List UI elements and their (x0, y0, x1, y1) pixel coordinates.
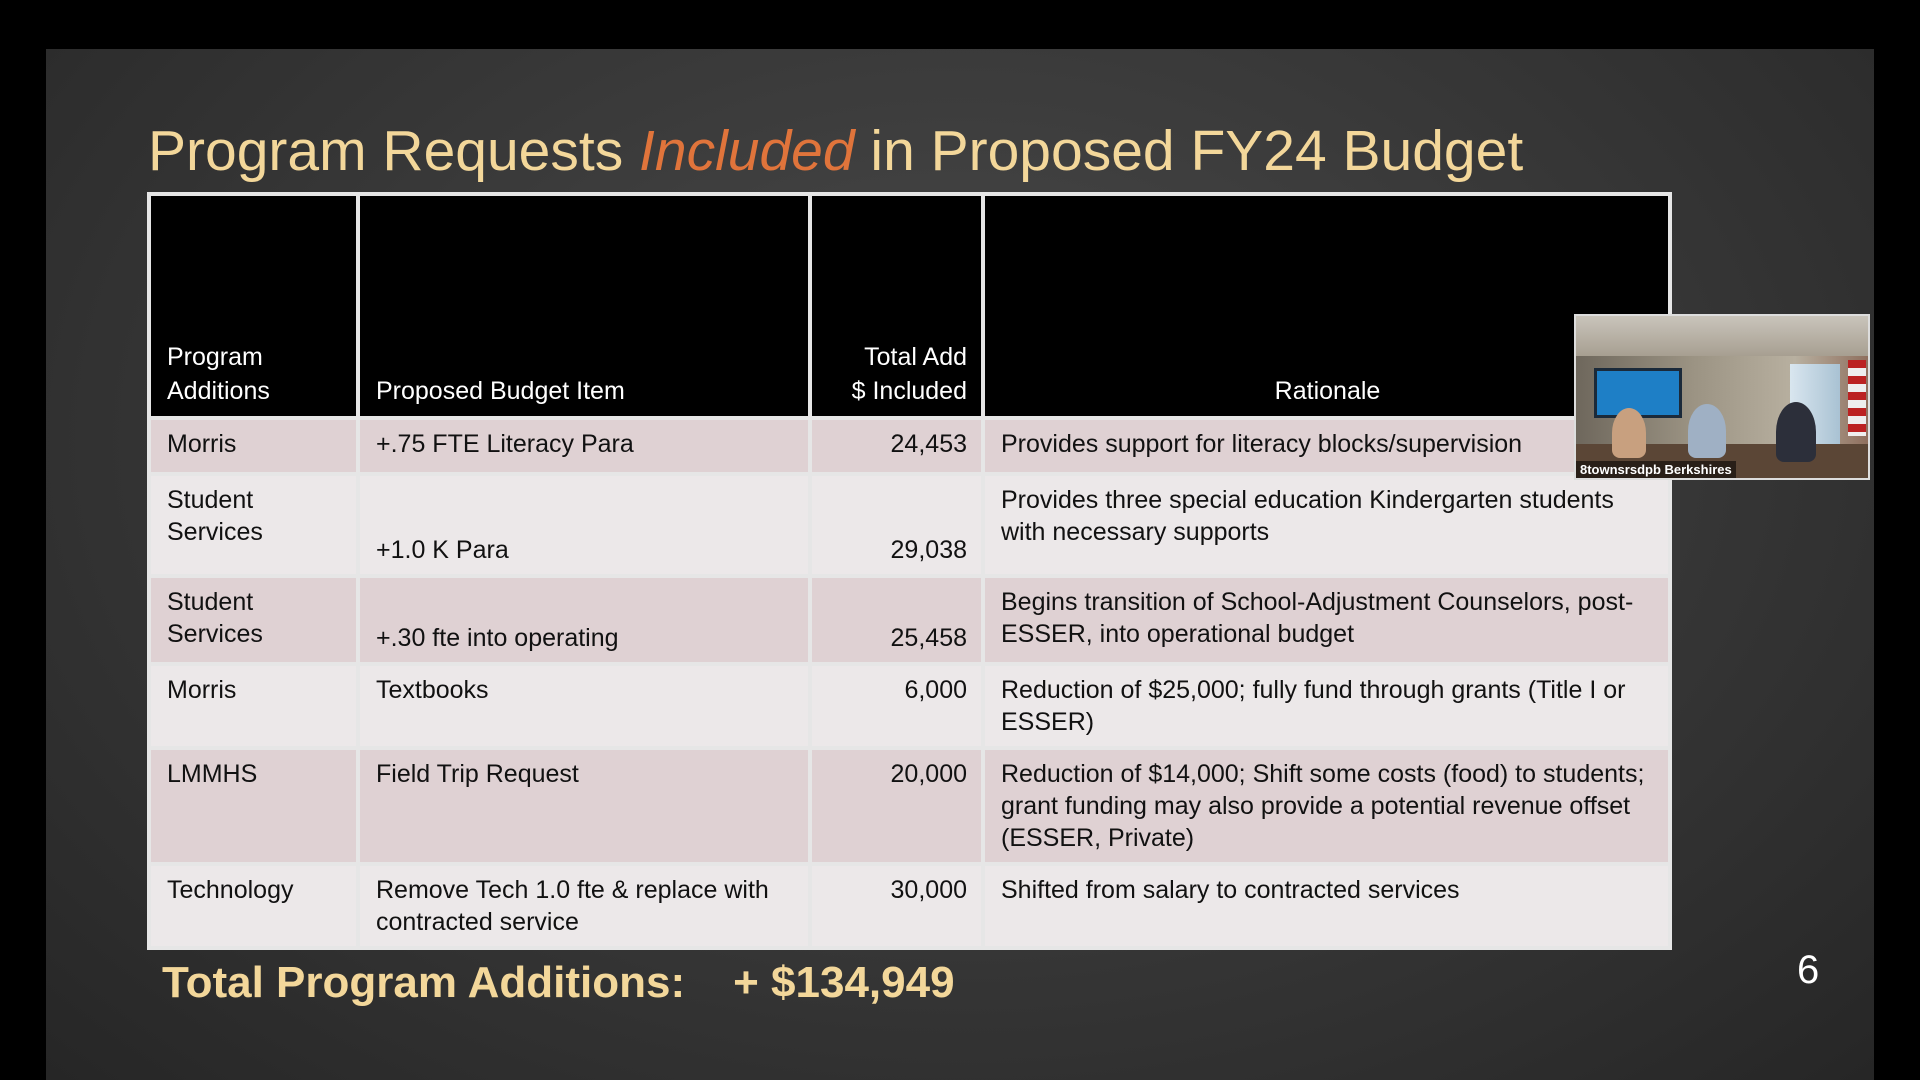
cell-program: Student Services (149, 576, 358, 664)
video-ceiling (1576, 316, 1868, 356)
table-row (149, 864, 1670, 948)
page-number: 6 (1797, 948, 1820, 992)
cell-amount: 25,458 (810, 576, 983, 664)
cell-program: Student Services (149, 474, 358, 576)
total-amount: + $134,949 (733, 958, 955, 1007)
title-highlight: Included (639, 119, 855, 183)
cell-rationale: Provides three special education Kindergarten students with necessary supports (983, 474, 1670, 576)
cell-item: Textbooks (358, 664, 810, 748)
title-part-2: in Proposed FY24 Budget (854, 119, 1524, 183)
header-program-additions: Program Additions (149, 194, 358, 418)
cell-program: Morris (149, 664, 358, 748)
header-rationale: Rationale (983, 194, 1670, 418)
video-caption: 8townsrsdpb Berkshires (1576, 461, 1736, 478)
slide-title (148, 118, 1648, 184)
cell-amount: 30,000 (810, 864, 983, 948)
cell-program: Morris (149, 418, 358, 474)
header-total-add: Total Add $ Included (810, 194, 983, 418)
cell-program: LMMHS (149, 748, 358, 864)
participant-figure (1688, 404, 1726, 458)
total-label: Total Program Additions: (162, 958, 686, 1007)
table-row (149, 664, 1670, 748)
flag-icon (1848, 360, 1866, 436)
participant-figure (1612, 408, 1646, 458)
cell-item: +.30 fte into operating (358, 576, 810, 664)
cell-rationale: Reduction of $14,000; Shift some costs (food) to students; grant funding may also provide a potential revenue offset (ESSER, Private) (983, 748, 1670, 864)
cell-item: Field Trip Request (358, 748, 810, 864)
cell-item: +1.0 K Para (358, 474, 810, 576)
participant-video-thumbnail[interactable] (1574, 314, 1870, 480)
video-room-screen (1594, 368, 1682, 418)
cell-item: Remove Tech 1.0 fte & replace with contracted service (358, 864, 810, 948)
participant-figure (1776, 402, 1816, 462)
cell-rationale: Reduction of $25,000; fully fund through grants (Title I or ESSER) (983, 664, 1670, 748)
table-header-row (149, 194, 1670, 418)
cell-rationale: Begins transition of School-Adjustment Counselors, post-ESSER, into operational budget (983, 576, 1670, 664)
cell-item: +.75 FTE Literacy Para (358, 418, 810, 474)
cell-amount: 24,453 (810, 418, 983, 474)
total-program-additions (162, 958, 955, 1008)
table-row (149, 748, 1670, 864)
cell-amount: 6,000 (810, 664, 983, 748)
cell-rationale: Provides support for literacy blocks/supervision (983, 418, 1670, 474)
header-proposed-budget-item: Proposed Budget Item (358, 194, 810, 418)
cell-amount: 20,000 (810, 748, 983, 864)
program-requests-table (147, 192, 1672, 950)
table-row (149, 418, 1670, 474)
cell-rationale: Shifted from salary to contracted services (983, 864, 1670, 948)
cell-amount: 29,038 (810, 474, 983, 576)
table-row (149, 576, 1670, 664)
cell-program: Technology (149, 864, 358, 948)
title-part-1: Program Requests (148, 119, 640, 183)
table-row (149, 474, 1670, 576)
